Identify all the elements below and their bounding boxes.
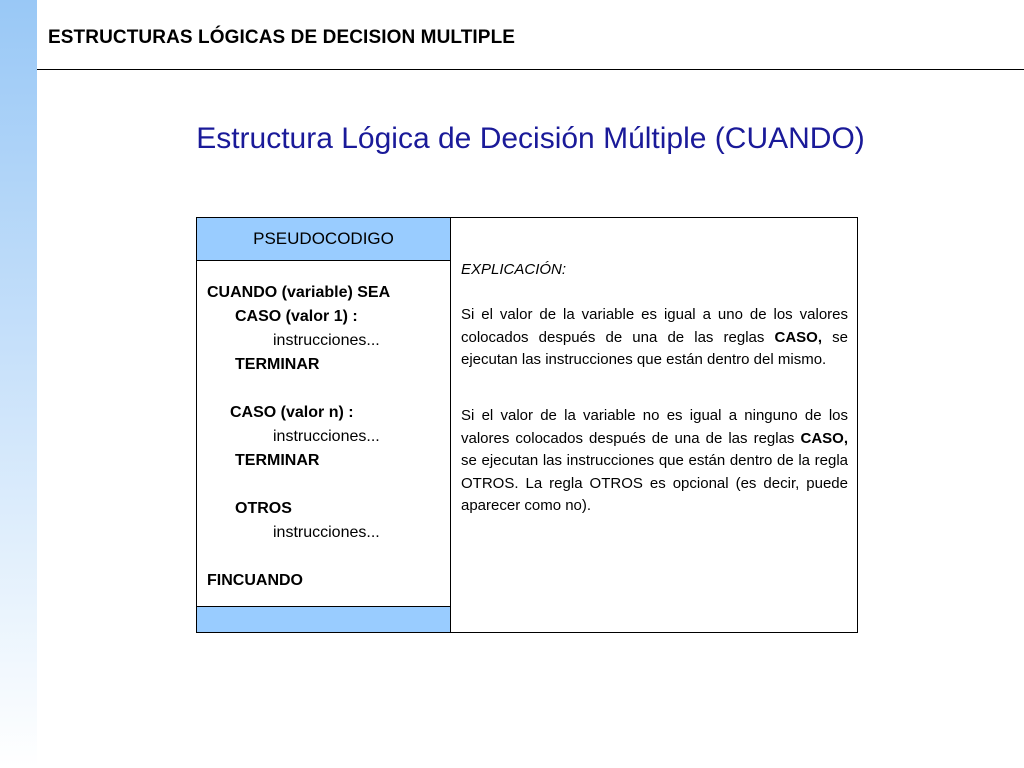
pseudocode-table bbox=[196, 217, 858, 633]
pseudocode-footer bbox=[197, 606, 450, 632]
main-title: Estructura Lógica de Decisión Múltiple (CUANDO) bbox=[196, 122, 865, 155]
code-line: CASO (valor 1) : bbox=[235, 308, 358, 325]
para1-keyword: CASO, bbox=[774, 328, 823, 346]
code-blank-line bbox=[207, 545, 390, 569]
pseudocode-header: PSEUDOCODIGO bbox=[197, 218, 450, 261]
code-line: FINCUANDO bbox=[207, 572, 303, 589]
explanation-column bbox=[451, 218, 857, 632]
para1-text-start: Si el valor de la variable es igual a uno de los valores colocados después de una de las reglas bbox=[461, 306, 848, 346]
decorative-side-bar bbox=[0, 0, 37, 768]
para2-keyword: CASO, bbox=[800, 429, 848, 447]
code-line: instrucciones... bbox=[273, 524, 380, 541]
code-blank-line bbox=[207, 377, 390, 401]
pseudocode-block bbox=[207, 281, 390, 593]
code-line: instrucciones... bbox=[273, 428, 380, 445]
code-blank-line bbox=[207, 473, 390, 497]
code-line: OTROS bbox=[235, 500, 292, 517]
pseudocode-column bbox=[197, 218, 451, 632]
code-line: TERMINAR bbox=[235, 452, 320, 469]
code-line: instrucciones... bbox=[273, 332, 380, 349]
para2-text-start: Si el valor de la variable no es igual a ninguno de los valores colocados después de una de las reglas bbox=[461, 407, 848, 447]
code-line: CASO (valor n) : bbox=[230, 404, 354, 421]
code-line: CUANDO (variable) SEA bbox=[207, 284, 391, 301]
explanation-label: EXPLICACIÓN: bbox=[461, 261, 567, 278]
header-divider bbox=[37, 69, 1024, 70]
explanation-paragraph-2 bbox=[461, 405, 848, 518]
code-line: TERMINAR bbox=[235, 356, 320, 373]
para1-text-end: se ejecutan las instrucciones que están dentro del mismo. bbox=[461, 328, 848, 368]
explanation-paragraph-1 bbox=[461, 304, 848, 372]
para2-text-end: se ejecutan las instrucciones que están dentro de la regla OTROS. La regla OTROS es opcional (es decir, puede aparecer como no). bbox=[461, 452, 848, 514]
header-title: ESTRUCTURAS LÓGICAS DE DECISION MULTIPLE bbox=[48, 27, 516, 48]
